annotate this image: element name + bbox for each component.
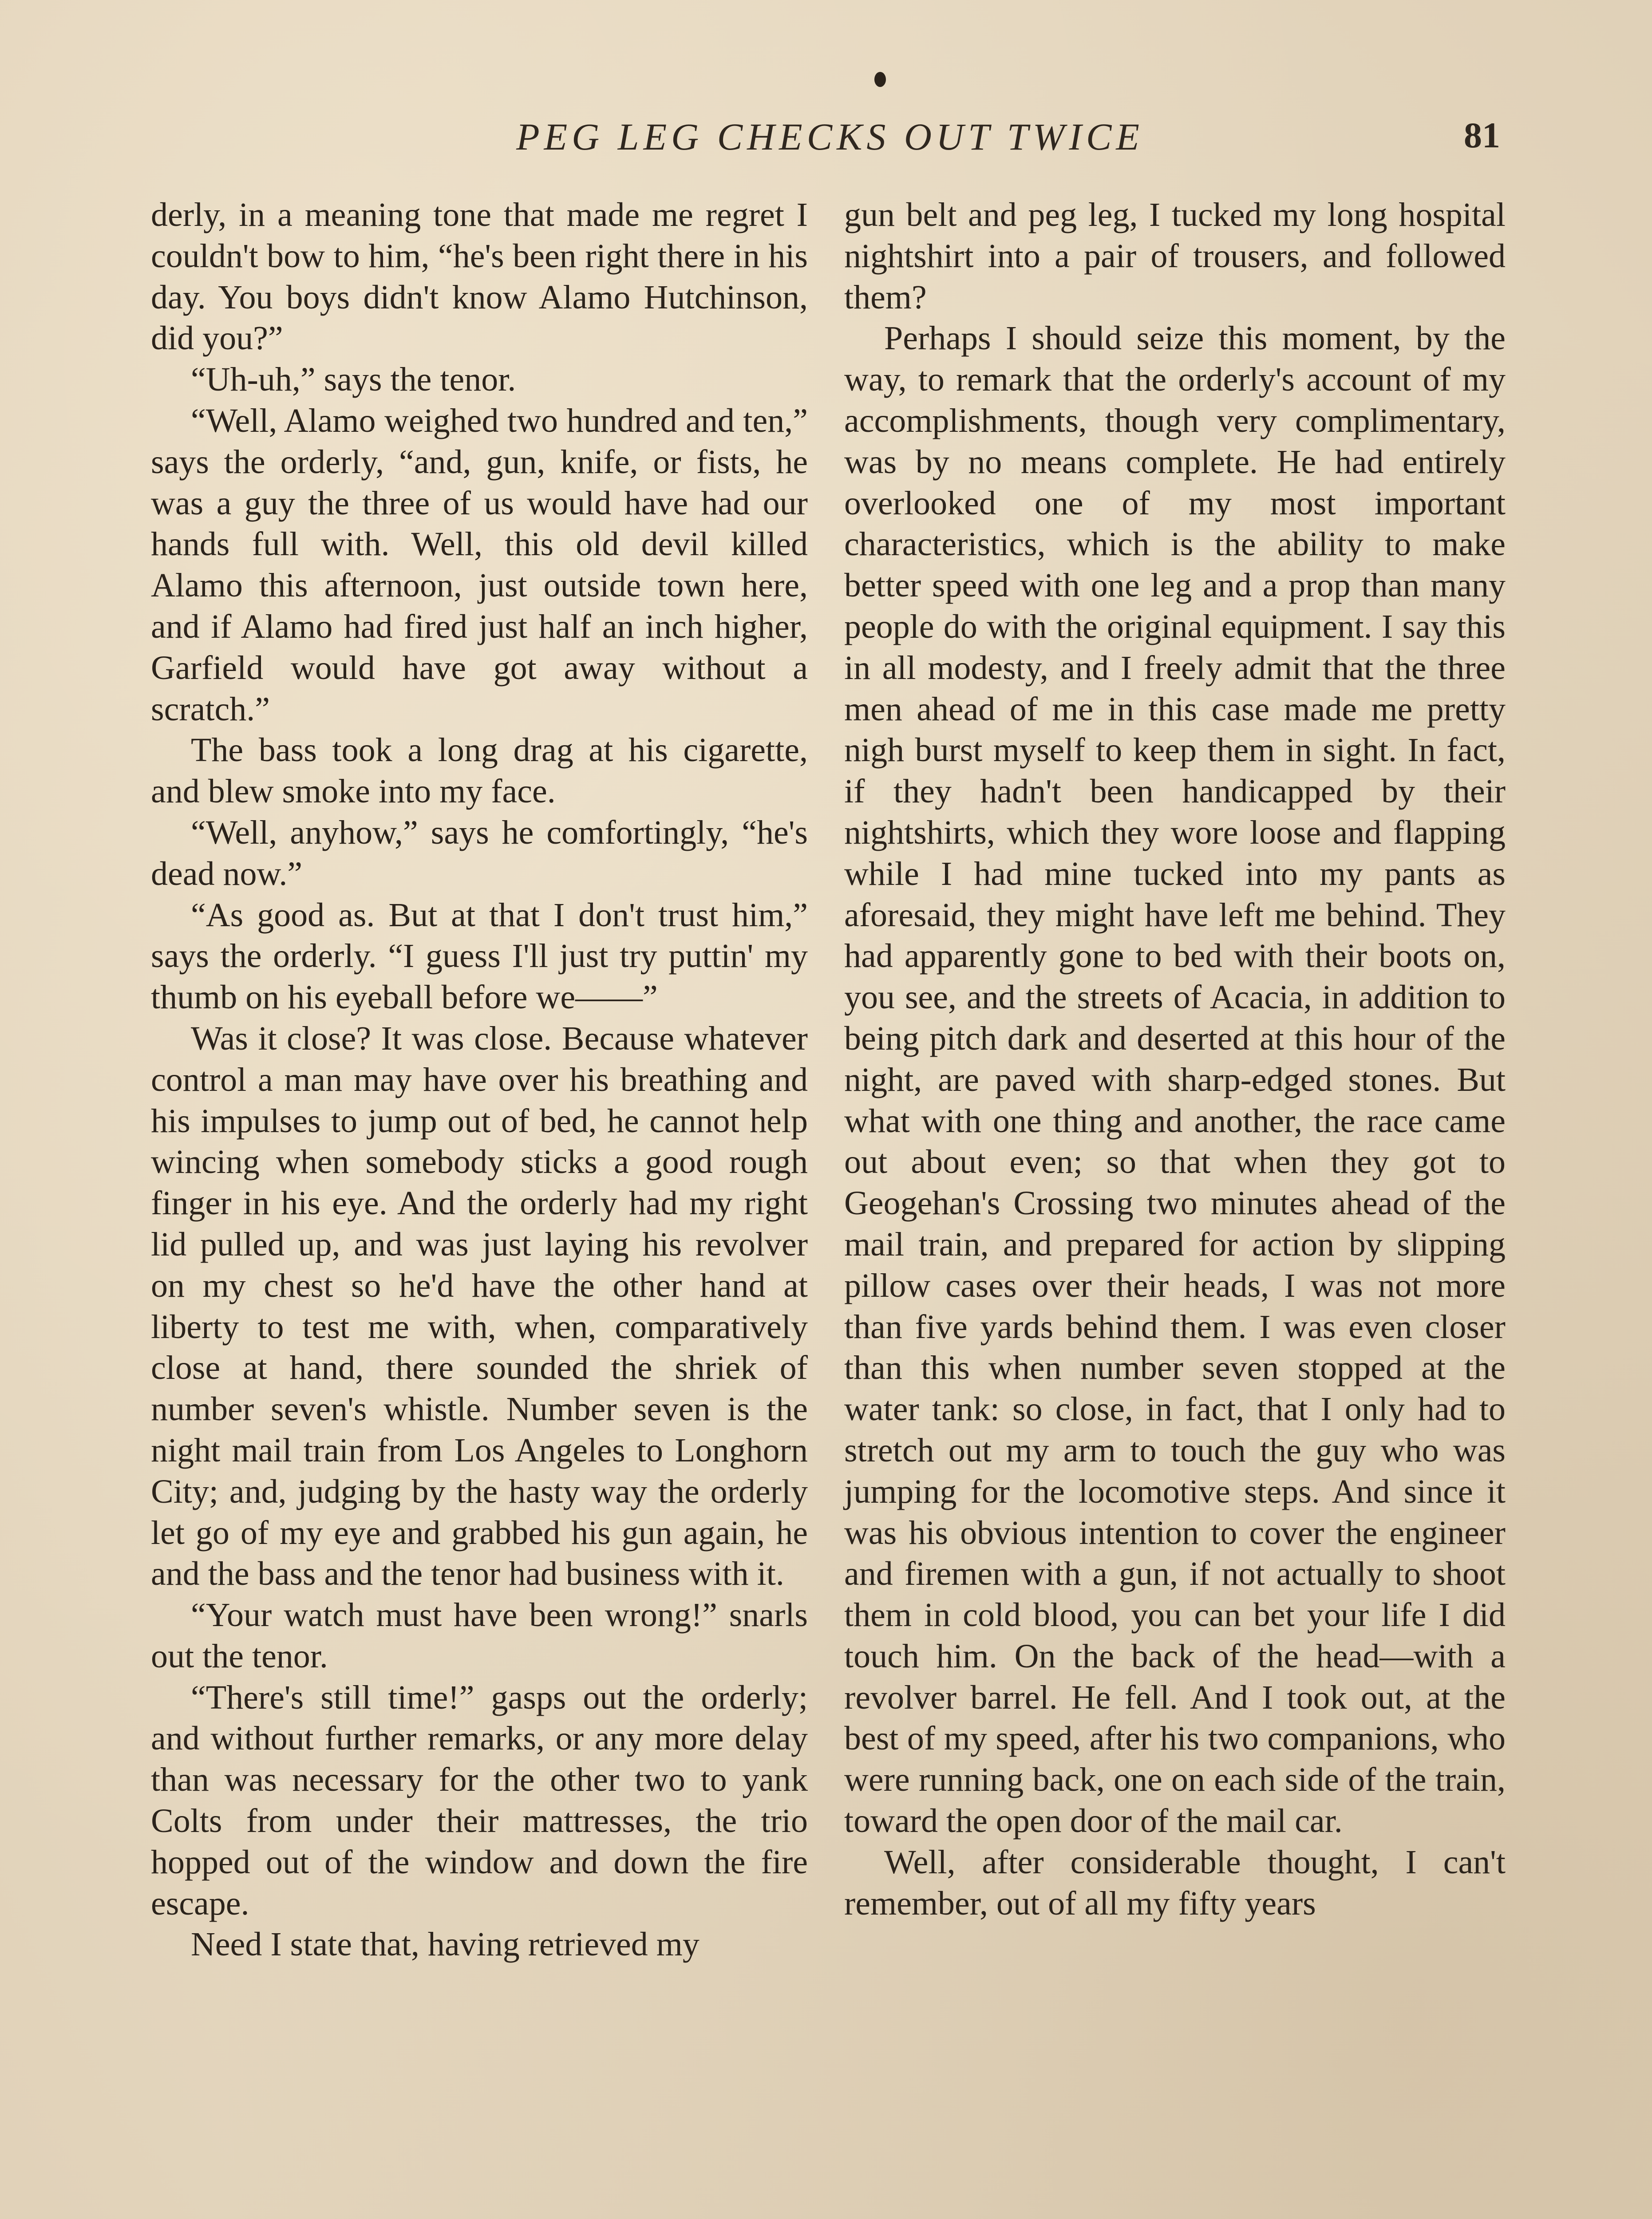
left-text-column [151, 194, 808, 1965]
paragraph: “As good as. But at that I don't trust him,” says the orderly. “I guess I'll just try puttin' my thumb on his eyeball before we——” [151, 896, 808, 1016]
paragraph: “Uh-uh,” says the tenor. [191, 361, 516, 399]
right-text-column [844, 194, 1506, 1924]
paragraph: “Your watch must have been wrong!” snarls out the tenor. [151, 1596, 808, 1675]
ink-speck [874, 72, 886, 87]
running-head: PEG LEG CHECKS OUT TWICE [516, 115, 1144, 158]
paragraph: “Well, Alamo weighed two hundred and ten,” says the orderly, “and, gun, knife, or fists, he was a guy the three of us would have had our hands full with. Well, this old devil killed Alamo this afternoon, just outside town here, and if Alamo had fired just half an inch higher, Garfield would have got away without a scratch.” [151, 402, 808, 728]
page-number: 81 [1464, 115, 1500, 155]
paragraph: gun belt and peg leg, I tucked my long hospital nightshirt into a pair of trousers, and followed them? [844, 196, 1506, 316]
paragraph: “Well, anyhow,” says he comfortingly, “he's dead now.” [151, 813, 808, 892]
paragraph: “There's still time!” gasps out the orderly; and without further remarks, or any more delay than was necessary for the other two to yank Colts from under their mattresses, the trio hopped out of the window and down the fire escape. [151, 1678, 808, 1922]
paragraph: The bass took a long drag at his cigarette, and blew smoke into my face. [151, 731, 808, 810]
paragraph: derly, in a meaning tone that made me regret I couldn't bow to him, “he's been right there in his day. You boys didn't know Alamo Hutchinson, did you?” [151, 196, 808, 357]
paragraph: Need I state that, having retrieved my [191, 1926, 700, 1963]
paragraph: Well, after considerable thought, I can't remember, out of all my fifty years [844, 1843, 1506, 1922]
paragraph: Perhaps I should seize this moment, by the way, to remark that the orderly's account of my accomplishments, though very complimentary, was by no means complete. He had entirely overlooked one of my most important characteristics, which is the ability to make better speed with one leg and a prop than many people do with the original equipment. I say this in all modesty, and I freely admit that the three men ahead of me in this case made me pretty nigh burst myself to keep them in sight. In fact, if they hadn't been handicapped by their nightshirts, which they wore loose and flapping while I had mine tucked into my pants as aforesaid, they might have left me behind. They had apparently gone to bed with their boots on, you see, and the streets of Acacia, in addition to being pitch dark and deserted at this hour of the night, are paved with sharp-edged stones. But what with one thing and another, the race came out about even; so that when they got to Geogehan's Crossing two minutes ahead of the mail train, and prepared for action by slipping pillow cases over their heads, I was not more than five yards behind them. I was even closer than this when number seven stopped at the water tank: so close, in fact, that I only had to stretch out my arm to touch the guy who was jumping for the locomotive steps. And since it was his obvious intention to cover the engineer and firemen with a gun, if not actually to shoot them in cold blood, you can bet your life I did touch him. On the back of the head—with a revolver barrel. He fell. And I took out, at the best of my speed, after his two companions, who were running back, one on each side of the train, toward the open door of the mail car. [844, 320, 1506, 1840]
paragraph: Was it close? It was close. Because whatever control a man may have over his breathing and his impulses to jump out of bed, he cannot help wincing when somebody sticks a good rough finger in his eye. And the orderly had my right lid pulled up, and was just laying his revolver on my chest so he'd have the other hand at liberty to test me with, when, comparatively close at hand, there sounded the shriek of number seven's whistle. Number seven is the night mail train from Los Angeles to Longhorn City; and, judging by the hasty way the orderly let go of my eye and grabbed his gun again, he and the bass and the tenor had business with it. [151, 1019, 808, 1593]
